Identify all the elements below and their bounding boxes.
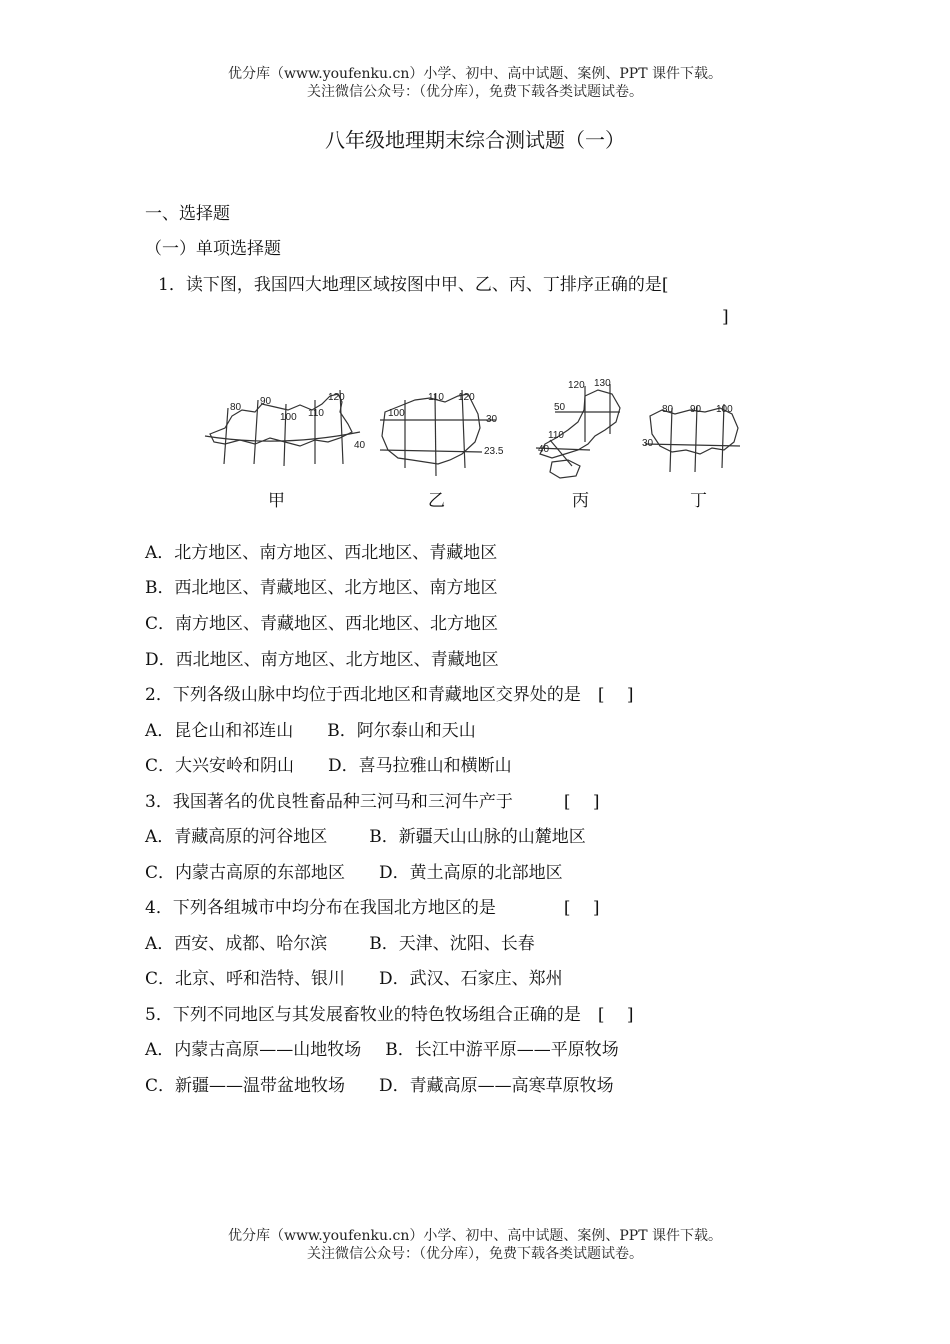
map-c-tick-130: 130 [594, 378, 611, 389]
map-a-tick-100: 100 [280, 412, 297, 423]
q2-option-b: B．阿尔泰山和天山 [327, 721, 476, 741]
q2-option-c: C．大兴安岭和阴山 [145, 756, 295, 776]
q1-option-a: A．北方地区、南方地区、西北地区、青藏地区 [145, 543, 498, 563]
question-4-stem: 4．下列各组城市中均分布在我国北方地区的是 [ ] [145, 898, 600, 918]
map-b-outline [382, 394, 480, 464]
map-a-tick-40: 40 [354, 440, 366, 451]
map-b-tick-30: 30 [486, 414, 498, 425]
q4-options-ab [145, 929, 535, 954]
subsection-heading: （一）单项选择题 [145, 239, 281, 259]
q2-options-ab [145, 716, 476, 741]
q4-option-d: D．武汉、石家庄、郑州 [379, 969, 563, 989]
map-d-tick-30: 30 [642, 438, 654, 449]
footer-line-2: 关注微信公众号：（优分库），免费下载各类试题试卷。 [307, 1246, 643, 1262]
q3-option-b: B．新疆天山山脉的山麓地区 [369, 827, 586, 847]
map-label-jia: 甲 [268, 491, 285, 511]
map-c-tick-110: 110 [548, 430, 564, 441]
q4-option-a: A．西安、成都、哈尔滨 [145, 934, 328, 954]
q5-option-a: A．内蒙古高原——山地牧场 [145, 1040, 362, 1060]
q4-option-c: C．北京、呼和浩特、银川 [145, 969, 346, 989]
region-maps-figure [200, 372, 745, 512]
q2-option-d: D．喜马拉雅山和横断山 [328, 756, 512, 776]
q5-options-cd [145, 1071, 614, 1096]
q3-option-a: A．青藏高原的河谷地区 [145, 827, 328, 847]
map-a-tick-110: 110 [308, 408, 324, 419]
q3-option-d: D．黄土高原的北部地区 [379, 863, 563, 883]
footer-line-1: 优分库（www.youfenku.cn）小学、初中、高中试题、案例、PPT 课件下载。 [227, 1228, 722, 1244]
map-b-tick-23-5: 23.5 [484, 446, 504, 457]
page-title: 八年级地理期末综合测试题（一） [325, 128, 625, 152]
map-d-tick-80: 80 [662, 404, 674, 415]
q2-option-a: A．昆仑山和祁连山 [145, 721, 294, 741]
header-line-2: 关注微信公众号：（优分库），免费下载各类试题试卷。 [307, 84, 643, 100]
q5-options-ab [145, 1035, 619, 1060]
question-2-stem: 2．下列各级山脉中均位于西北地区和青藏地区交界处的是 [ ] [145, 685, 634, 705]
map-c-outline [540, 390, 620, 458]
map-c-tick-40: 40 [538, 444, 550, 455]
q3-options-ab [145, 822, 586, 847]
question-5-stem: 5．下列不同地区与其发展畜牧业的特色牧场组合正确的是 [ ] [145, 1005, 634, 1025]
map-b-tick-110: 110 [428, 392, 444, 403]
q1-option-b: B．西北地区、青藏地区、北方地区、南方地区 [145, 578, 498, 598]
map-label-ding: 丁 [690, 491, 707, 511]
region-maps-svg [200, 372, 745, 482]
q5-option-c: C．新疆——温带盆地牧场 [145, 1076, 346, 1096]
q1-option-d: D．西北地区、南方地区、北方地区、青藏地区 [145, 650, 499, 670]
map-c-tick-120: 120 [568, 380, 585, 391]
section-heading: 一、选择题 [145, 204, 230, 224]
q3-options-cd [145, 858, 563, 883]
q3-option-c: C．内蒙古高原的东部地区 [145, 863, 346, 883]
question-1-bracket: ] [722, 307, 729, 327]
q5-option-d: D．青藏高原——高寒草原牧场 [379, 1076, 614, 1096]
map-b-tick-120: 120 [458, 392, 475, 403]
map-b-tick-100: 100 [388, 408, 405, 419]
q4-options-cd [145, 964, 563, 989]
q5-option-b: B．长江中游平原——平原牧场 [385, 1040, 619, 1060]
question-3-stem: 3．我国著名的优良牲畜品种三河马和三河牛产于 [ ] [145, 792, 600, 812]
q4-option-b: B．天津、沈阳、长春 [369, 934, 535, 954]
map-label-bing: 丙 [572, 491, 589, 511]
q1-option-c: C．南方地区、青藏地区、西北地区、北方地区 [145, 614, 499, 634]
map-d-tick-100: 100 [716, 404, 733, 415]
map-c-tick-50: 50 [554, 402, 566, 413]
header-line-1: 优分库（www.youfenku.cn）小学、初中、高中试题、案例、PPT 课件下载。 [227, 66, 722, 82]
map-d-tick-90: 90 [690, 404, 702, 415]
map-a-tick-90: 90 [260, 396, 272, 407]
question-1-stem: 1．读下图，我国四大地理区域按图中甲、乙、丙、丁排序正确的是[ [158, 275, 669, 295]
map-a-tick-80: 80 [230, 402, 242, 413]
q2-options-cd [145, 751, 512, 776]
map-label-yi: 乙 [428, 491, 445, 511]
map-a-tick-120: 120 [328, 392, 345, 403]
